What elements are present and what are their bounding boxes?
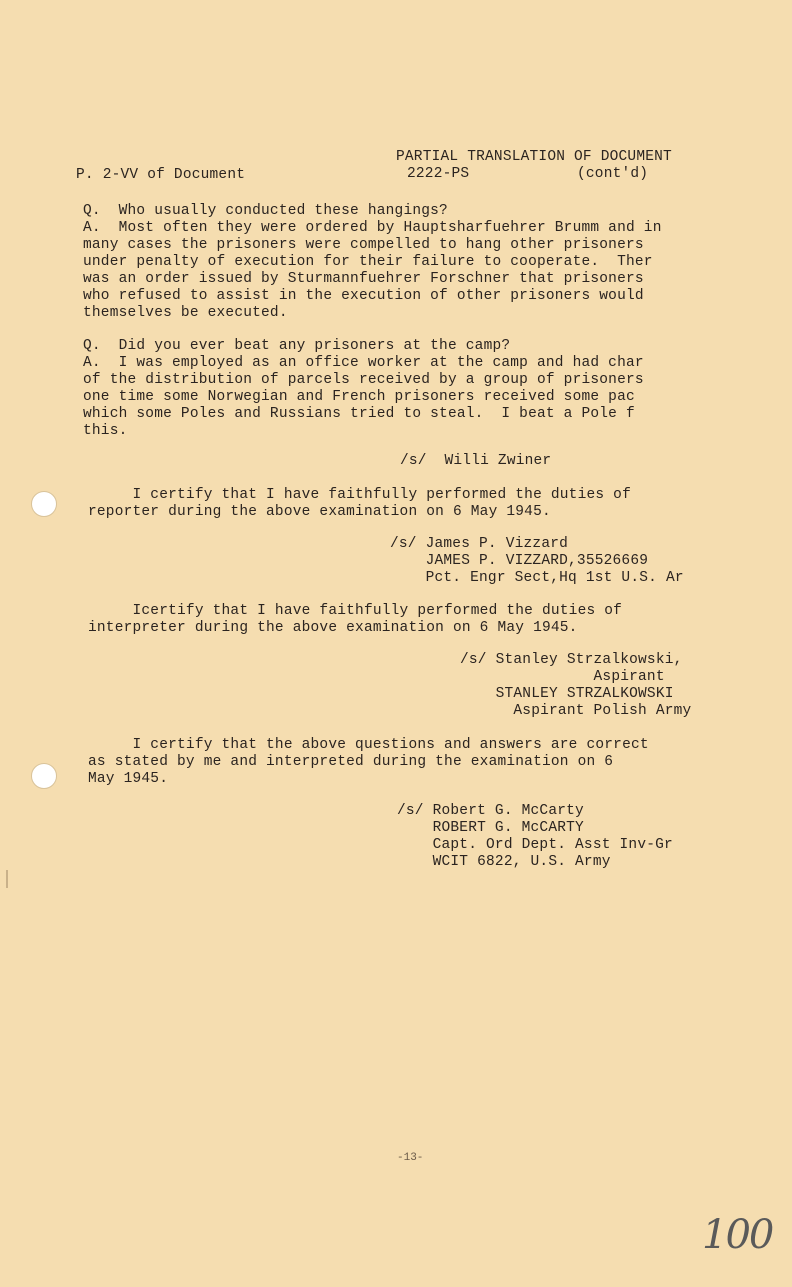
answer-1-line: many cases the prisoners were compelled to hang other prisoners bbox=[83, 237, 644, 253]
reporter-unit: Pct. Engr Sect,Hq 1st U.S. Ar bbox=[390, 570, 684, 586]
interpreter-cert-line: Icertify that I have faithfully performed the duties of bbox=[88, 603, 623, 619]
reporter-name: JAMES P. VIZZARD,35526669 bbox=[390, 553, 649, 569]
officer-signature: /s/ Robert G. McCarty bbox=[397, 803, 584, 819]
punch-hole-bottom bbox=[31, 763, 57, 789]
interpreter-cert-line: interpreter during the above examination on 6 May 1945. bbox=[88, 620, 578, 636]
interpreter-title: Aspirant bbox=[460, 669, 665, 685]
answer-2-line: one time some Norwegian and French prisoners received some pac bbox=[83, 389, 635, 405]
handwritten-number: 100 bbox=[702, 1212, 773, 1258]
officer-name: ROBERT G. McCARTY bbox=[397, 820, 584, 836]
answer-1-line: themselves be executed. bbox=[83, 305, 288, 321]
question-1: Q. Who usually conducted these hangings? bbox=[83, 203, 448, 219]
answer-1-line: A. Most often they were ordered by Hauptsharfuehrer Brumm and in bbox=[83, 220, 662, 236]
answer-2-line: of the distribution of parcels received by a group of prisoners bbox=[83, 372, 644, 388]
header-doc-number: 2222-PS bbox=[407, 166, 470, 182]
officer-cert-line: as stated by me and interpreted during the examination on 6 bbox=[88, 754, 614, 770]
answer-1-line: was an order issued by Sturmannfuehrer Forschner that prisoners bbox=[83, 271, 644, 287]
page-number: -13- bbox=[397, 1152, 424, 1164]
officer-rank: Capt. Ord Dept. Asst Inv-Gr bbox=[397, 837, 673, 853]
answer-2-line: which some Poles and Russians tried to steal. I beat a Pole f bbox=[83, 406, 635, 422]
answer-2-line: A. I was employed as an office worker at the camp and had char bbox=[83, 355, 644, 371]
punch-hole-top bbox=[31, 491, 57, 517]
reporter-cert-line: reporter during the above examination on 6 May 1945. bbox=[88, 504, 551, 520]
officer-cert-line: I certify that the above questions and answers are correct bbox=[88, 737, 649, 753]
interpreter-signature: /s/ Stanley Strzalkowski, bbox=[460, 652, 683, 668]
header-title: PARTIAL TRANSLATION OF DOCUMENT bbox=[396, 149, 672, 165]
witness-signature: /s/ Willi Zwiner bbox=[400, 453, 552, 469]
interpreter-name: STANLEY STRZALKOWSKI bbox=[460, 686, 674, 702]
question-2: Q. Did you ever beat any prisoners at the camp? bbox=[83, 338, 511, 354]
interpreter-rank: Aspirant Polish Army bbox=[460, 703, 692, 719]
left-edge-mark bbox=[6, 870, 8, 888]
answer-1-line: who refused to assist in the execution of other prisoners would bbox=[83, 288, 644, 304]
header-left: P. 2-VV of Document bbox=[76, 167, 246, 183]
answer-1-line: under penalty of execution for their failure to cooperate. Ther bbox=[83, 254, 653, 270]
header-contd: (cont'd) bbox=[577, 166, 649, 182]
officer-unit: WCIT 6822, U.S. Army bbox=[397, 854, 611, 870]
reporter-signature: /s/ James P. Vizzard bbox=[390, 536, 569, 552]
reporter-cert-line: I certify that I have faithfully performed the duties of bbox=[88, 487, 631, 503]
officer-cert-line: May 1945. bbox=[88, 771, 169, 787]
answer-2-line: this. bbox=[83, 423, 128, 439]
